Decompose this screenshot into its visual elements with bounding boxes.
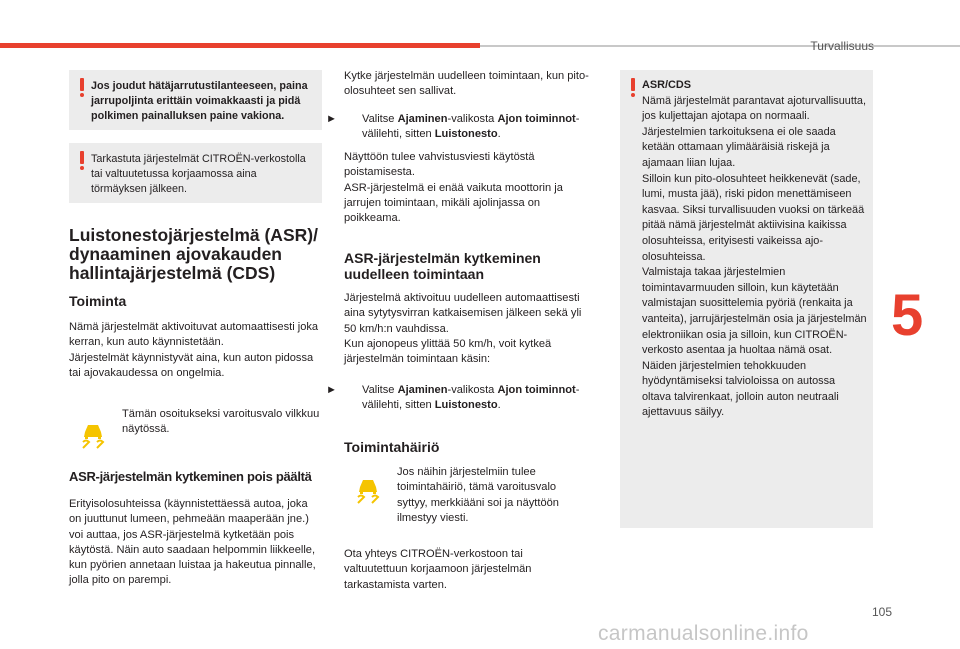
menu-instruction: ► Valitse Ajaminen-valikosta Ajon toiminnot-välilehti, sitten Luistonesto. [326, 113, 580, 141]
reactivation-text: Järjestelmä aktivoituu uudelleen automaattisesti aina sytytysvirran katkaisemisen jälkeen sekä yli 50 km/h:n vauhdissa. Kun ajonopeus ylittää 50 km/h, voit kytkeä järjestelmän toimintaan käsin: [344, 292, 582, 366]
warning-box-inspection [69, 143, 322, 203]
header-accent-bar [0, 43, 480, 48]
malfunction-contact: Ota yhteys CITROËN-verkostoon tai valtuutettuun korjaamoon järjestelmän tarkastamista varten. [344, 548, 532, 591]
asr-off-text: Erityisolosuhteissa (käynnistettäessä autoa, joka on juuttunut lumeen, pehmeään maaperään jne.) voi auttaa, jos ASR-järjestelmä kytketään pois käytöstä. Näin auto saadaan helpommin liikkeelle, kun pyörien annetaan luistaa ja hakeutua pinnalle, jolla pito on parempi. [69, 498, 316, 587]
warning-light-description: Tämän osoitukseksi varoitusvalo vilkkuu näytössä. [122, 408, 320, 436]
info-box-body: ASR/CDS Nämä järjestelmät parantavat ajoturvallisuutta, jos kuljettajan ajotapa on normaali. Järjestelmien tarkoituksena ei ole saada ketään ottamaan ylimääräisiä riskejä ja ajamaan liian lujaa. Silloin kun pito-olosuhteet heikkenevät (sade, lumi, musta jää), riski pidon menettämiseen kasvaa. Siksi turvallisuuden vuoksi on tärkeää pitää nämä järjestelmät aktiivisina kaikissa olosuhteissa, erityisesti vaikeissa ajo-olosuhteissa. Valmistaja takaa järjestelmien toimintavarmuuden silloin, kun käytetään valmistajan suosittelemia pyöriä (renkaita ja vanteita), jarrujärjestelmän osia ja järjestelmän elektroniikan osia ja silloin, kun CITROËN-verkosto asentaa ja huoltaa nämä osat. Näiden järjestelmien tehokkuuden hyödyntämiseksi talvioloissa on autossa oltava talvirenkaat, jolloin auton neutraali ajettavuus säilyy. [642, 79, 867, 419]
header-rule [480, 45, 960, 47]
warning-exclamation-icon [79, 78, 85, 97]
section-heading-reactivation: ASR-järjestelmän kytkeminen uudelleen toimintaan [344, 250, 541, 282]
page-number: 105 [872, 605, 893, 619]
reactivate-intro: Kytke järjestelmän uudelleen toimintaan, kun pito-olosuhteet sen sallivat. [344, 70, 589, 98]
malfunction-description: Jos näihin järjestelmiin tulee toimintahäiriö, tämä varoitusvalo syttyy, merkkiääni soi ja näyttöön ilmestyy viesti. [397, 466, 559, 524]
section-heading-malfunction: Toimintahäiriö [344, 439, 440, 455]
section-heading-toiminta: Toiminta [69, 293, 127, 309]
toiminta-text: Nämä järjestelmät aktivoituvat automaattisesti joka kerran, kun auto käynnistetään. Järjestelmät käynnistyvät aina, kun auton pidossa tai ajovakaudessa on ongelmia. [69, 321, 319, 379]
warning-text: Tarkastuta järjestelmät CITROËN-verkostolla tai valtuutetussa korjaamossa aina törmäyksen jälkeen. [91, 153, 306, 196]
menu-instruction-2: ► Valitse Ajaminen-valikosta Ajon toiminnot-välilehti, sitten Luistonesto. [326, 384, 580, 412]
chapter-number: 5 [891, 283, 924, 348]
confirmation-text: Näyttöön tulee vahvistusviesti käytöstä poistamisesta. ASR-järjestelmä ei enää vaikuta moottorin ja jarrujen toimintaan, mikäli ajolinjassa on poikkeama. [344, 151, 563, 225]
malfunction-warning-icon [349, 471, 387, 509]
warning-text: Jos joudut hätäjarrutustilanteeseen, paina jarrupoljinta erittäin voimakkaasti ja pidä polkimen painalluksen paine vakiona. [91, 80, 308, 123]
skid-warning-icon [74, 416, 112, 454]
section-title: Turvallisuus [810, 39, 874, 53]
warning-exclamation-icon [630, 78, 636, 97]
warning-box-emergency-braking [69, 70, 322, 130]
page-title: Luistonestojärjestelmä (ASR)/ dynaaminen ajovakauden hallintajärjestelmä (CDS) [69, 225, 318, 283]
warning-exclamation-icon [79, 151, 85, 170]
section-heading-asr-off: ASR-järjestelmän kytkeminen pois päältä [69, 469, 312, 484]
info-box-asr-cds [620, 70, 873, 528]
watermark: carmanualsonline.info [598, 622, 809, 645]
